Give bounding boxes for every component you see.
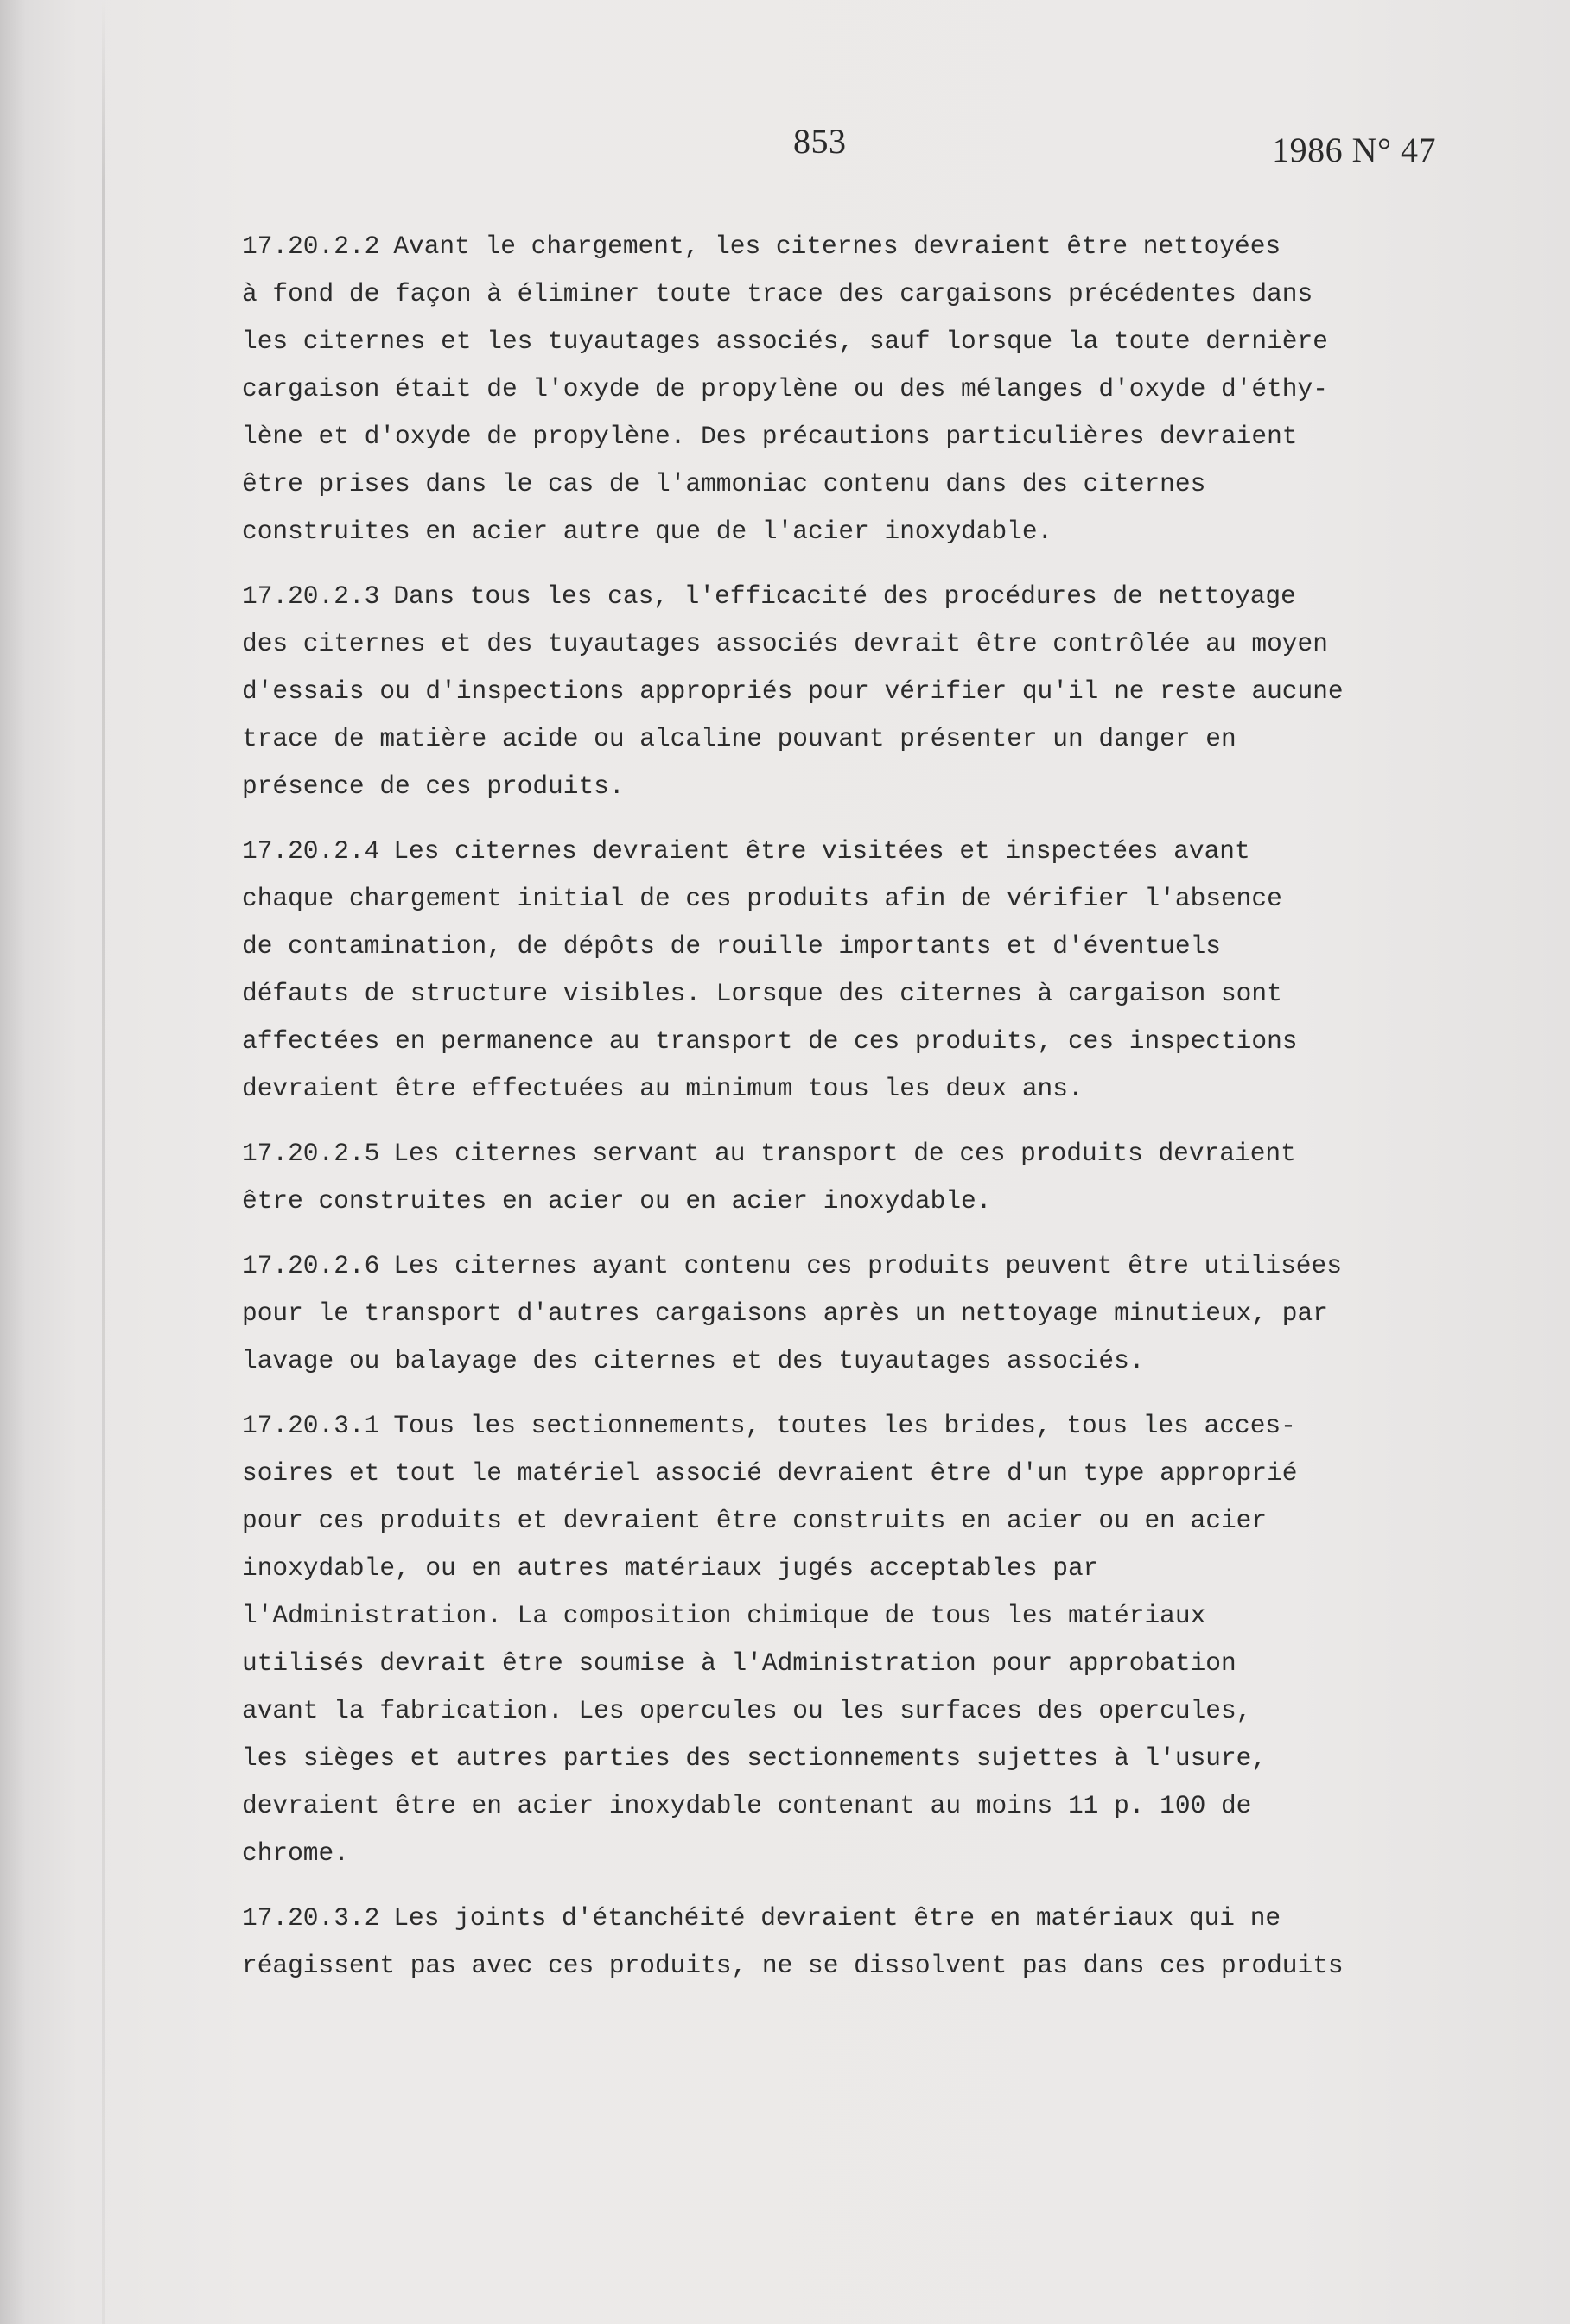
- paragraph-17-20-2-3: [242, 573, 1434, 810]
- paragraph-number: 17.20.2.2: [242, 232, 380, 261]
- paragraph-text: Dans tous les cas, l'efficacité des procédures de nettoyage des citernes et des tuyautages associés devrait être contrôlée au moyen d'essais ou d'inspections appropriés pour vérifier qu'il ne reste aucune trace de matière acide ou alcaline pouvant présenter un danger en présence de ces produits.: [242, 581, 1344, 801]
- paragraph-text: Les citernes ayant contenu ces produits peuvent être utilisées pour le transport d'autres cargaisons après un nettoyage minutieux, par lavage ou balayage des citernes et des tuyautages associés.: [242, 1251, 1342, 1375]
- paragraph-17-20-3-2: [242, 1895, 1434, 1990]
- paragraph-17-20-2-4: [242, 828, 1434, 1113]
- document-body: [242, 223, 1434, 2007]
- paragraph-17-20-3-1: [242, 1402, 1434, 1877]
- paragraph-text: Les citernes servant au transport de ces produits devraient être construites en acier ou en acier inoxydable.: [242, 1139, 1296, 1216]
- paragraph-number: 17.20.3.2: [242, 1903, 380, 1933]
- paragraph-17-20-2-5: [242, 1130, 1434, 1225]
- paragraph-number: 17.20.2.4: [242, 836, 380, 866]
- paragraph-17-20-2-2: [242, 223, 1434, 556]
- paragraph-text: Les citernes devraient être visitées et inspectées avant chaque chargement initial de ces produits afin de vérifier l'absence de contamination, de dépôts de rouille importants et d'éventuels défauts de structure visibles. Lorsque des citernes à cargaison sont affectées en permanence au transport de ces produits, ces inspections devraient être effectuées au minimum tous les deux ans.: [242, 836, 1298, 1103]
- paragraph-number: 17.20.2.3: [242, 581, 380, 611]
- page-number: 853: [793, 122, 847, 161]
- document-reference: 1986 N° 47: [1272, 130, 1436, 169]
- paragraph-17-20-2-6: [242, 1242, 1434, 1385]
- paragraph-text: Les joints d'étanchéité devraient être en matériaux qui ne réagissent pas avec ces produits, ne se dissolvent pas dans ces produits: [242, 1903, 1344, 1980]
- paragraph-number: 17.20.2.6: [242, 1251, 380, 1280]
- paragraph-number: 17.20.2.5: [242, 1139, 380, 1168]
- paragraph-number: 17.20.3.1: [242, 1411, 380, 1440]
- paragraph-text: Tous les sectionnements, toutes les brides, tous les acces- soires et tout le matériel associé devraient être d'un type approprié pour ces produits et devraient être construits en acier ou en acier inoxydable, ou en autres matériaux jugés acceptables par l'Administration. La composition chimique de tous les matériaux utilisés devrait être soumise à l'Administration pour approbation avant la fabrication. Les opercules ou les surfaces des opercules, les sièges et autres parties des sectionnements sujettes à l'usure, devraient être en acier inoxydable contenant au moins 11 p. 100 de chrome.: [242, 1411, 1298, 1868]
- paragraph-text: Avant le chargement, les citernes devraient être nettoyées à fond de façon à éliminer toute trace des cargaisons précédentes dans les citernes et les tuyautages associés, sauf lorsque la toute dernière cargaison était de l'oxyde de propylène ou des mélanges d'oxyde d'éthy- lène et d'oxyde de propylène. Des précautions particulières devraient être prises dans le cas de l'ammoniac contenu dans des citernes construites en acier autre que de l'acier inoxydable.: [242, 232, 1328, 546]
- binding-gutter-shadow: [102, 0, 105, 2324]
